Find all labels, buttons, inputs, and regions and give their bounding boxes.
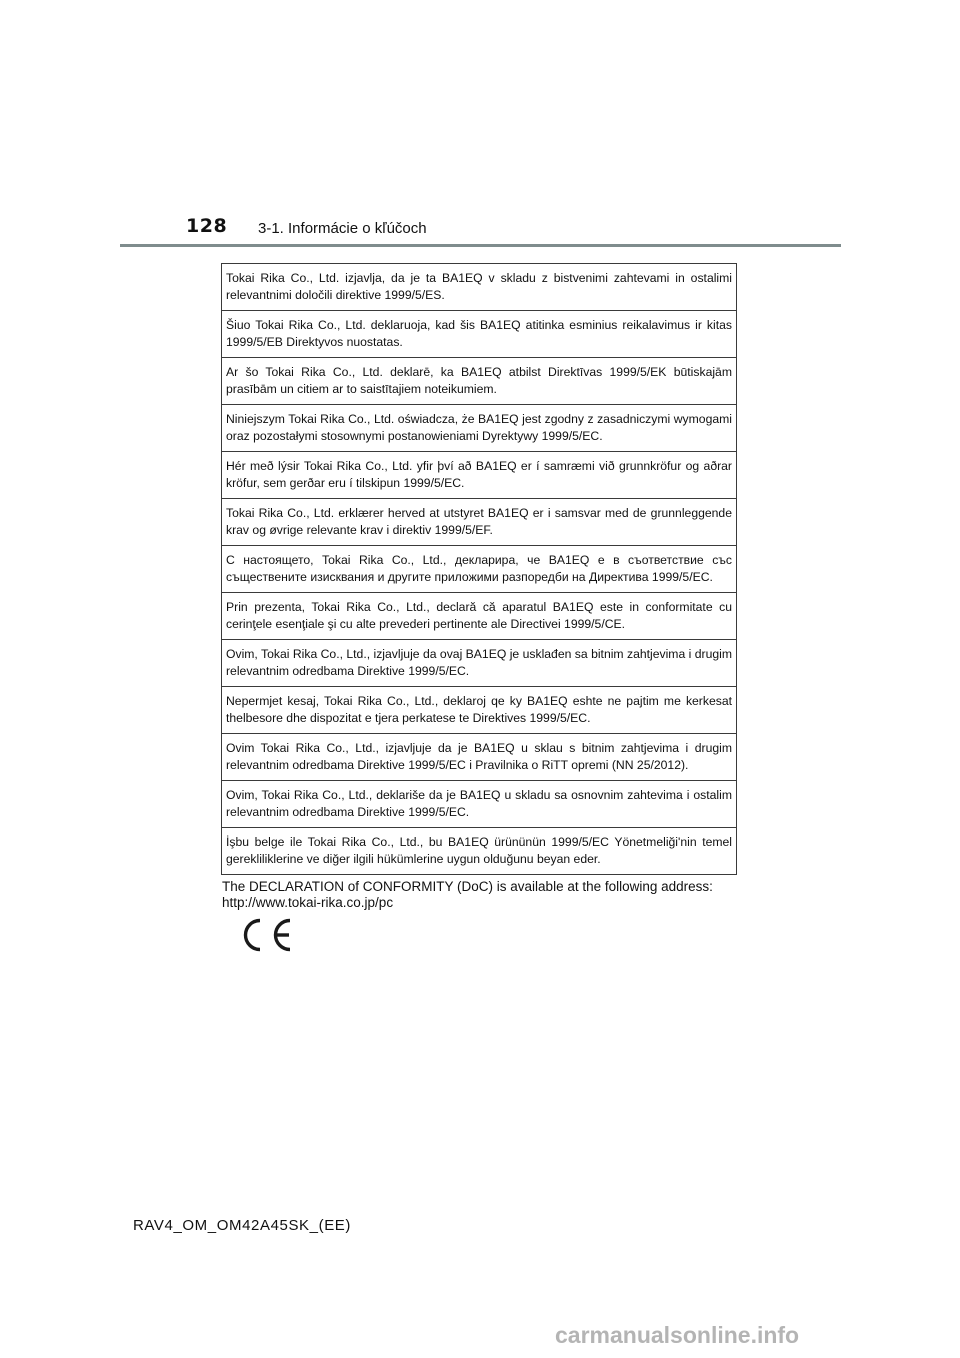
doc-availability-text [222, 879, 742, 911]
section-title: 3-1. Informácie o kľúčoch [258, 220, 427, 237]
doc-url-link[interactable]: http://www.tokai-rika.co.jp/pc [222, 895, 394, 910]
declaration-romanian: Prin prezenta, Tokai Rika Co., Ltd., declară că aparatul BA1EQ este in conformitate cu cerinţele esenţiale şi cu alte prevederi pertinente ale Directivei 1999/5/CE. [222, 593, 737, 640]
table-row [222, 781, 737, 828]
table-row [222, 405, 737, 452]
declaration-lithuanian: Šiuo Tokai Rika Co., Ltd. deklaruoja, kad šis BA1EQ atitinka esminius reikalavimus ir kitas 1999/5/EB Direktyvos nuostatas. [222, 311, 737, 358]
ce-mark-icon [238, 917, 294, 953]
declaration-bosnian: Ovim, Tokai Rika Co., Ltd., izjavljuje da ovaj BA1EQ je usklađen sa bitnim zahtjevima i drugim relevantnim odredbama Direktive 1999/5/EC. [222, 640, 737, 687]
watermark: carmanualsonline.info [555, 1322, 800, 1348]
declaration-bulgarian: С настоящето, Tokai Rika Co., Ltd., декларира, че BA1EQ е в съответствие със съществените изисквания и другите приложими разпоредби на Директива 1999/5/EC. [222, 546, 737, 593]
table-row [222, 452, 737, 499]
table-row [222, 687, 737, 734]
table-row [222, 311, 737, 358]
declaration-table [221, 263, 737, 875]
doc-availability-line: The DECLARATION of CONFORMITY (DoC) is available at the following address: [222, 879, 713, 894]
table-row [222, 593, 737, 640]
table-row [222, 358, 737, 405]
declaration-croatian: Ovim Tokai Rika Co., Ltd., izjavljuje da je BA1EQ u sklau s bitnim zahtjevima i drugim relevantnim odredbama Direktive 1999/5/EC i Pravilnika o RiTT opremi (NN 25/2012). [222, 734, 737, 781]
table-row [222, 546, 737, 593]
declaration-icelandic: Hér með lýsir Tokai Rika Co., Ltd. yfir því að BA1EQ er í samræmi við grunnkröfur og aðrar kröfur, sem gerðar eru í tilskipun 1999/5/EC. [222, 452, 737, 499]
table-row [222, 264, 737, 311]
declaration-polish: Niniejszym Tokai Rika Co., Ltd. oświadcza, że BA1EQ jest zgodny z zasadniczymi wymogami oraz pozostałymi stosownymi postanowieniami Dyrektywy 1999/5/EC. [222, 405, 737, 452]
declaration-latvian: Ar šo Tokai Rika Co., Ltd. deklarē, ka BA1EQ atbilst Direktīvas 1999/5/EK būtiskajām prasībām un citiem ar to saistītajiem noteikumiem. [222, 358, 737, 405]
declaration-turkish: İşbu belge ile Tokai Rika Co., Ltd., bu BA1EQ ürününün 1999/5/EC Yönetmeliği'nin temel gerekliliklerine ve diğer ilgili hükümlerine uygun olduğunu beyan eder. [222, 828, 737, 875]
declaration-albanian: Nepermjet kesaj, Tokai Rika Co., Ltd., deklaroj qe ky BA1EQ eshte ne pajtim me kerkesat thelbesore dhe dispozitat e tjera perkatese te Direktives 1999/5/EC. [222, 687, 737, 734]
table-row [222, 734, 737, 781]
header-rule [120, 244, 841, 247]
document-code: RAV4_OM_OM42A45SK_(EE) [133, 1217, 352, 1234]
declaration-norwegian: Tokai Rika Co., Ltd. erklærer herved at utstyret BA1EQ er i samsvar med de grunnleggende krav og øvrige relevante krav i direktiv 1999/5/EF. [222, 499, 737, 546]
page-number: 128 [186, 215, 228, 237]
table-row [222, 828, 737, 875]
declaration-serbian: Ovim, Tokai Rika Co., Ltd., deklariše da je BA1EQ u skladu sa osnovnim zahtevima i ostalim relevantnim odredbama Direktive 1999/5/EC. [222, 781, 737, 828]
declaration-slovenian: Tokai Rika Co., Ltd. izjavlja, da je ta BA1EQ v skladu z bistvenimi zahtevami in ostalimi relevantnimi določili direktive 1999/5/ES. [222, 264, 737, 311]
table-row [222, 640, 737, 687]
table-row [222, 499, 737, 546]
